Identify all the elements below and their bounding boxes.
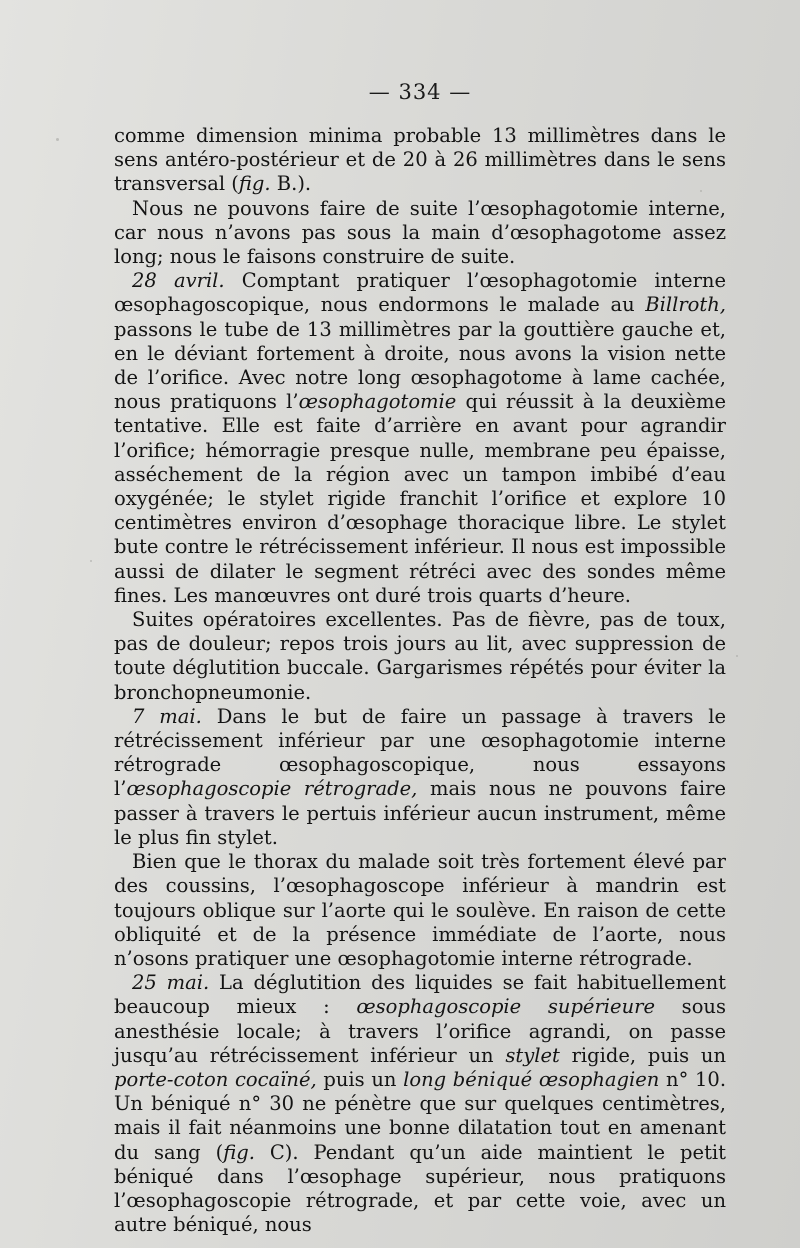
text-run: Suites opératoires excellentes. Pas de fièvre, pas de toux, pas de douleur; repos trois jours au lit, avec suppression de toute déglutition buccale. Gargarismes répétés pour éviter la bronchopneumonie. [114,608,726,704]
text-run: n° 10. Un béniqué n° 30 ne pénètre que sur quelques centimètres, mais il fait néanmoins une bonne dilatation tout en amenant du sang ( [114,1067,727,1164]
page-number: — 334 — [368,80,472,104]
paragraph [114,971,726,1237]
italic-run: 7 mai. [132,704,202,728]
italic-run: porte-coton cocaïné, [114,1067,317,1091]
text-run: Nous ne pouvons faire de suite l’œsophagotomie interne, car nous n’avons pas sous la main d’œsophagotome assez long; nous le faisons construire de suite. [114,196,726,269]
text-run: passons le tube de 13 millimètres par la gouttière gauche et, en le déviant fortement à droite, nous avons la vision nette de l’orifice. Avec notre long œsophagotome à lame cachée, nous pratiquons l’ [114,317,726,414]
paper-speck [90,560,92,562]
text-run: mais nous ne pouvons faire passer à travers le pertuis inférieur aucun instrument, même le plus fin stylet. [114,777,726,849]
text-run: rigide, puis un [559,1043,726,1067]
paragraph [114,850,726,971]
paragraph [114,124,726,197]
paper-speck [56,138,59,141]
italic-run: fig. [223,1140,255,1164]
italic-run: 25 mai. [132,971,210,995]
italic-run: œsophagoscopie rétrograde, [126,777,418,801]
italic-run: œsophagotomie [298,390,457,414]
text-run: Bien que le thorax du malade soit très fortement élevé par des coussins, l’œsophagoscope inférieur à mandrin est toujours oblique sur l’aorte qui le soulève. En raison de cette obliquité et de la présence immédiate de l’aorte, nous n’osons pratiquer une œsophagotomie interne rétrograde. [114,850,726,970]
italic-run: stylet [505,1043,560,1067]
italic-run: 28 avril. [132,269,225,293]
paragraph [114,705,726,850]
text-run: puis un [316,1067,404,1091]
paragraph [114,608,726,705]
paper-speck [700,190,702,192]
text-run: La déglutition des liquides se fait habituellement beaucoup mieux : [114,971,726,1019]
text-body [114,124,726,1237]
text-run: B.). [270,172,312,196]
text-run: sous anesthésie locale; à travers l’orifice agrandi, on passe jusqu’au rétrécissement inférieur un [114,995,726,1067]
text-run: Dans le but de faire un passage à travers le rétrécissement inférieur par une œsophagotomie interne rétrograde œsophagoscopique, nous essayons l’ [114,704,726,801]
text-run: qui réussit à la deuxième tentative. Elle est faite d’arrière en avant pour agrandir l’orifice; hémorragie presque nulle, membrane peu épaisse, asséchement de la région avec un tampon imbibé d’eau oxygénée; le stylet rigide franchit l’orifice et explore 10 centimètres environ d’œsophage thoracique libre. Le stylet bute contre le rétrécissement inférieur. Il nous est impossible aussi de dilater le segment rétréci avec des sondes même fines. Les manœuvres ont duré trois quarts d’heure. [114,390,727,607]
paragraph [114,197,726,270]
italic-run: long béniqué œsophagien [403,1067,660,1091]
text-run: C). Pendant qu’un aide maintient le petit béniqué dans l’œsophage supérieur, nous pratiquons l’œsophagoscopie rétrograde, et par cette voie, avec un autre béniqué, nous [114,1140,726,1237]
paper-speck [736,655,738,657]
text-run: comme dimension minima probable 13 millimètres dans le sens antéro-postérieur et de 20 à 26 millimètres dans le sens transversal ( [114,124,726,196]
italic-run: œsophagoscopie supérieure [356,995,655,1019]
text-run: Comptant pratiquer l’œsophagotomie interne œsophagoscopique, nous endormons le malade au [114,269,726,317]
italic-run: Billroth, [645,293,726,317]
paragraph [114,269,726,608]
italic-run: fig. [238,172,271,196]
